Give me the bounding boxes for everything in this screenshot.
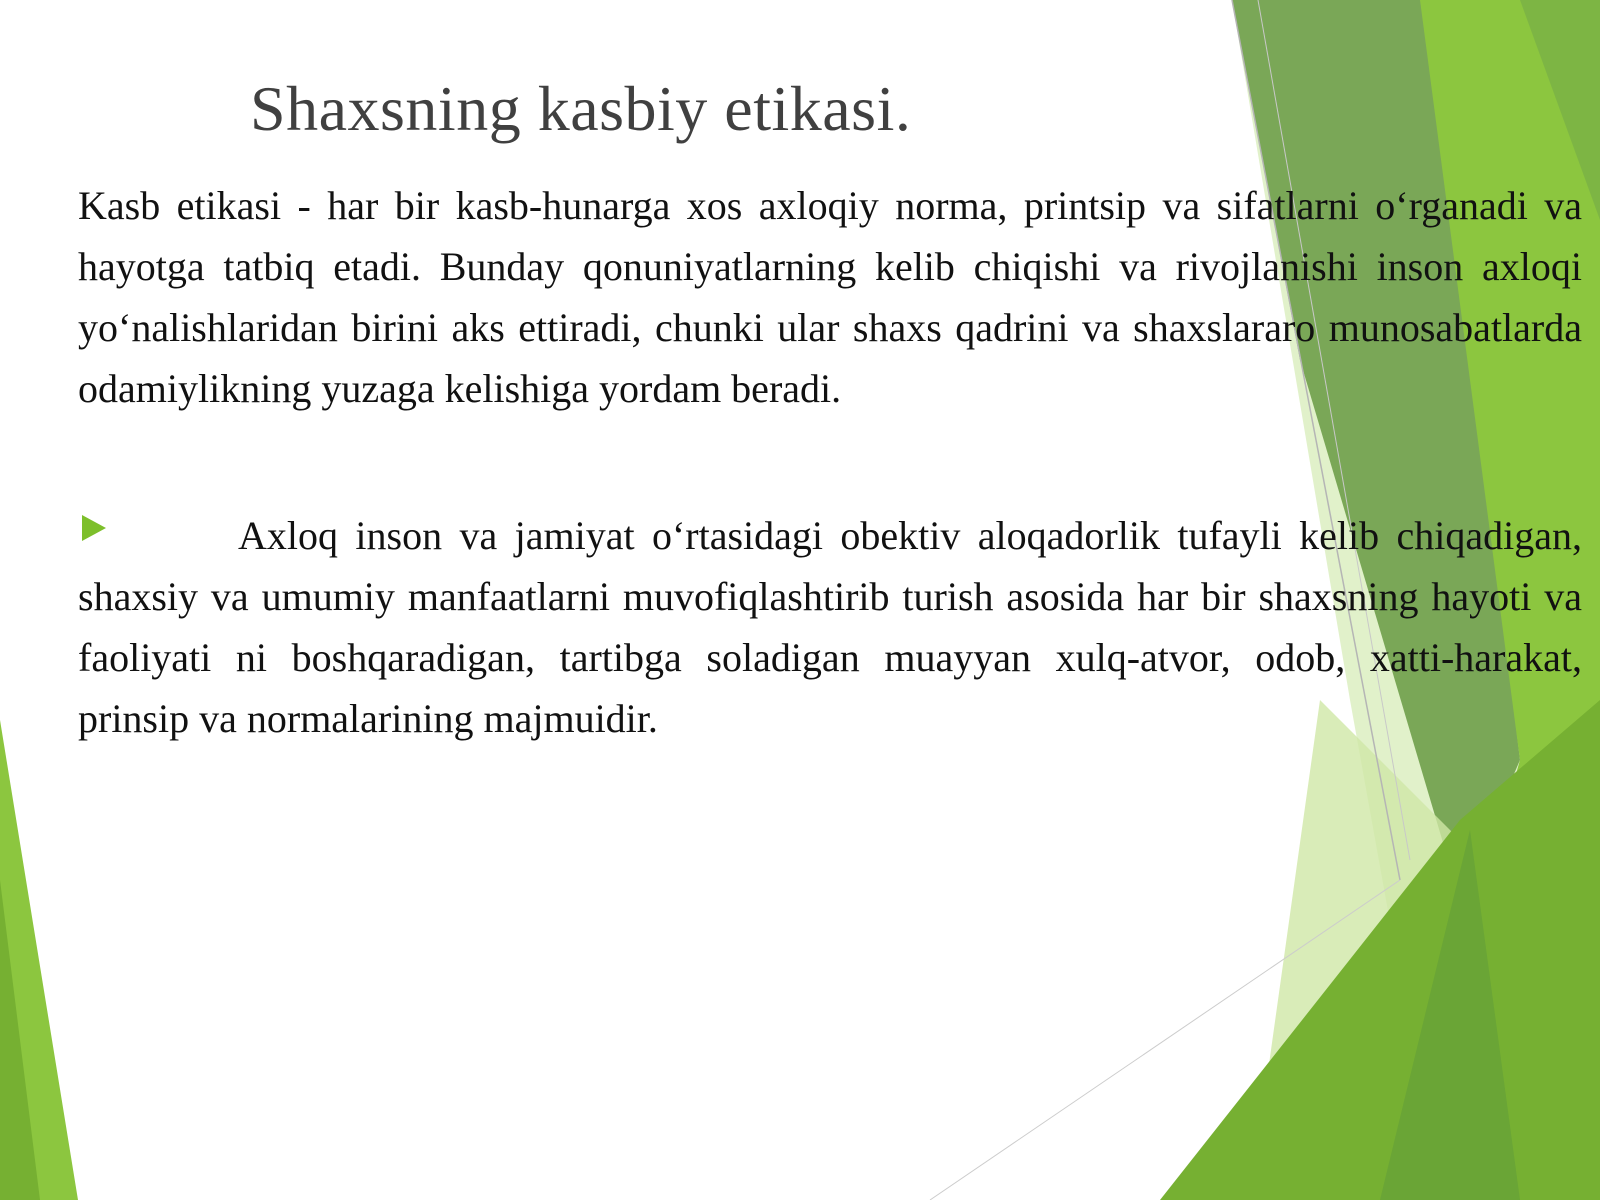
slide-title: Shaxsning kasbiy etikasi. [250, 73, 912, 144]
paragraph-kasb-etikasi: Kasb etikasi - har bir kasb-hunarga xos axloqiy norma, printsip va sifatlarni o‘rganadi va hayotga tatbiq etadi. Bunday qonuniyatlarning kelib chiqishi va rivojlanishi inson axloqi yo‘nalishlaridan birini aks ettiradi, chunki ular shaxs qadrini va shaxslararo munosabatlarda odamiylikning yuzaga kelishiga yordam beradi. [78, 183, 1582, 411]
paragraph-axloq: Axloq inson va jamiyat o‘rtasidagi obektiv aloqadorlik tufayli kelib chiqadigan, shaxsiy va umumiy manfaatlarni muvofiqlashtirib turish asosida har bir shaxsning hayoti va faoliyati ni boshqaradigan, tartibga soladigan muayyan xulq-atvor, odob, xatti-harakat, prinsip va normalarining majmuidir. [78, 513, 1582, 741]
